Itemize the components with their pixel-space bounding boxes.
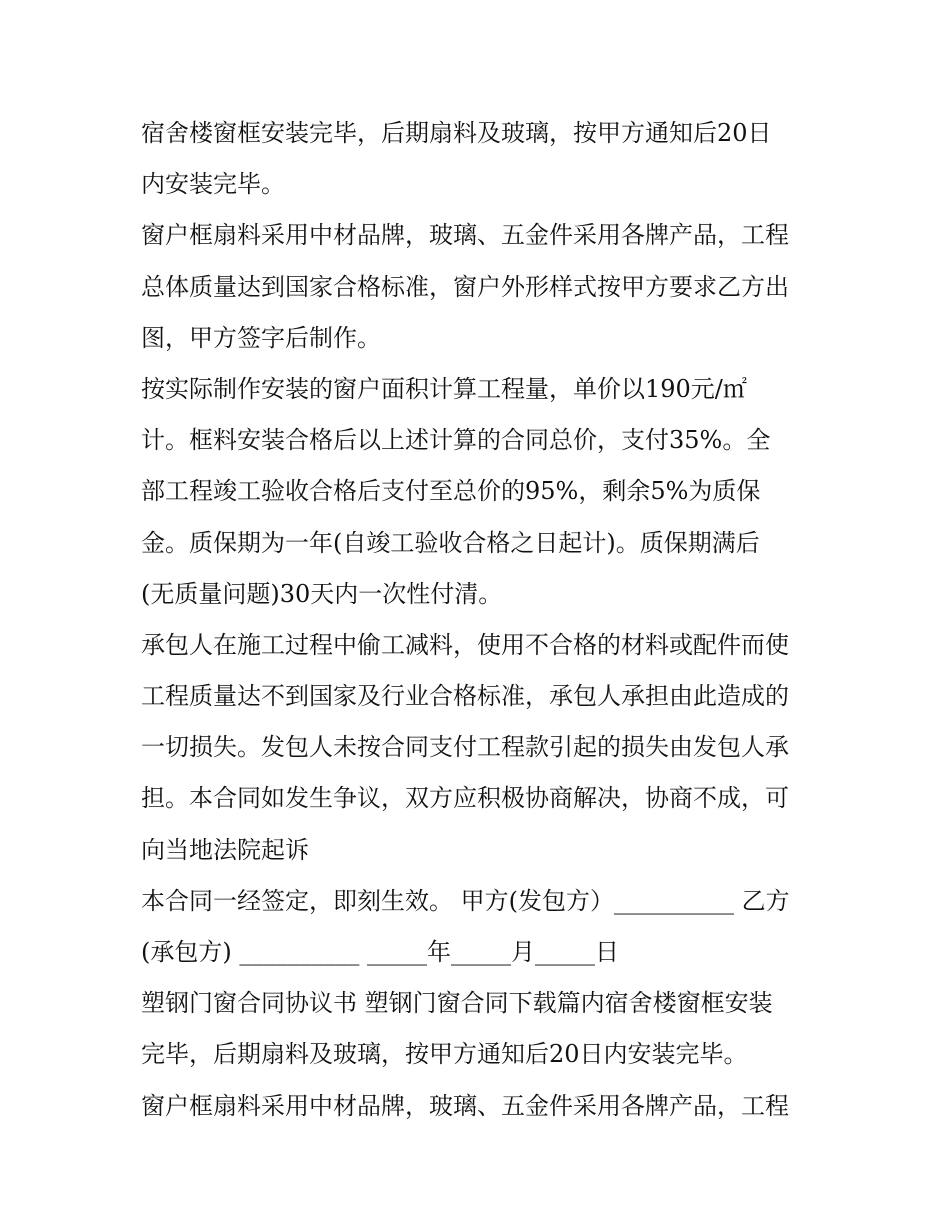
text-line: 金。质保期为一年(自竣工验收合格之日起计)。质保期满后 xyxy=(141,528,760,557)
contract-text xyxy=(141,108,821,1132)
text-line: 按实际制作安装的窗户面积计算工程量，单价以190元/㎡ xyxy=(141,374,747,403)
text-line: 一切损失。发包人未按合同支付工程款引起的损失由发包人承 xyxy=(141,733,789,762)
text-line: 工程质量达不到国家及行业合格标准，承包人承担由此造成的 xyxy=(141,682,789,711)
text-line: (无质量问题)30天内一次性付清。 xyxy=(141,579,503,608)
text-line: 窗户框扇料采用中材品牌，玻璃、五金件采用各牌产品，工程 xyxy=(141,1091,789,1120)
text-line: 担。本合同如发生争议，双方应积极协商解决，协商不成，可 xyxy=(141,784,789,813)
signature-line: 本合同一经签定，即刻生效。 甲方(发包方）__________ 乙方 xyxy=(141,886,790,915)
text-line: 向当地法院起诉 xyxy=(141,835,309,864)
date-line: (承包方) __________ _____年_____月_____日 xyxy=(141,938,619,966)
text-line: 内安装完毕。 xyxy=(141,170,285,199)
text-line: 计。框料安装合格后以上述计算的合同总价，支付35%。全 xyxy=(141,426,771,455)
text-line: 完毕，后期扇料及玻璃，按甲方通知后20日内安装完毕。 xyxy=(141,1040,748,1069)
text-line: 宿舍楼窗框安装完毕，后期扇料及玻璃，按甲方通知后20日 xyxy=(141,119,772,147)
text-line: 窗户框扇料采用中材品牌，玻璃、五金件采用各牌产品，工程 xyxy=(141,221,789,250)
text-line: 部工程竣工验收合格后支付至总价的95%，剩余5%为质保 xyxy=(141,477,761,506)
text-line: 承包人在施工过程中偷工减料，使用不合格的材料或配件而使 xyxy=(141,630,789,659)
text-line: 塑钢门窗合同协议书 塑钢门窗合同下载篇内宿舍楼窗框安装 xyxy=(141,989,773,1018)
text-line: 总体质量达到国家合格标准，窗户外形样式按甲方要求乙方出 xyxy=(141,272,789,301)
text-line: 图，甲方签字后制作。 xyxy=(141,323,381,352)
